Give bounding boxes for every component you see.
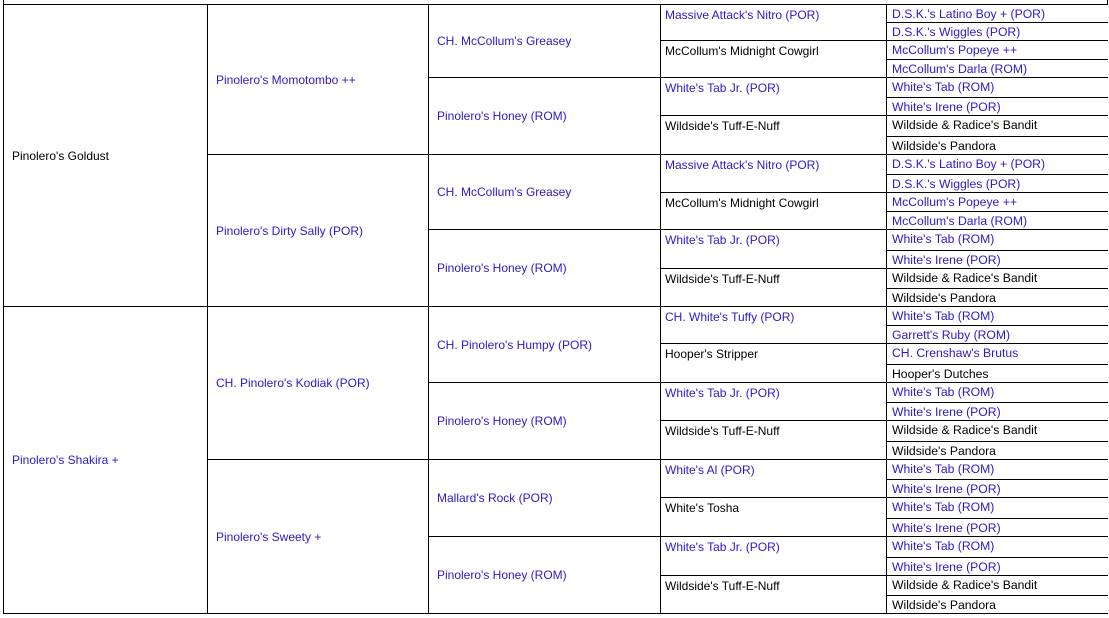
dog-gen4-13-white-s-al-por[interactable]: White's Al (POR) <box>661 460 887 498</box>
dog-gen5-1-d-s-k-s-latino-boy-por[interactable]: D.S.K.'s Latino Boy + (POR) <box>887 5 1108 23</box>
dog-gen5-16-wildside-s-pandora: Wildside's Pandora <box>887 289 1108 307</box>
dog-gen5-14-white-s-irene-por[interactable]: White's Irene (POR) <box>887 251 1108 269</box>
dog-gen3-8-pinolero-s-honey-rom[interactable]: Pinolero's Honey (ROM) <box>429 537 661 614</box>
dog-gen4-6-mccollum-s-midnight-cowgirl: McCollum's Midnight Cowgirl <box>661 193 887 230</box>
dog-gen5-21-white-s-tab-rom[interactable]: White's Tab (ROM) <box>887 383 1108 403</box>
dog-gen4-15-white-s-tab-jr-por[interactable]: White's Tab Jr. (POR) <box>661 537 887 576</box>
dog-gen5-13-white-s-tab-rom[interactable]: White's Tab (ROM) <box>887 230 1108 251</box>
dog-gen5-17-white-s-tab-rom[interactable]: White's Tab (ROM) <box>887 307 1108 326</box>
dog-gen3-5-ch-pinolero-s-humpy-por[interactable]: CH. Pinolero's Humpy (POR) <box>429 307 661 383</box>
dog-gen5-2-d-s-k-s-wiggles-por[interactable]: D.S.K.'s Wiggles (POR) <box>887 23 1108 41</box>
dog-gen5-18-garrett-s-ruby-rom[interactable]: Garrett's Ruby (ROM) <box>887 326 1108 344</box>
dog-gen5-20-hooper-s-dutches: Hooper's Dutches <box>887 365 1108 383</box>
dog-gen5-8-wildside-s-pandora: Wildside's Pandora <box>887 137 1108 155</box>
dog-gen5-27-white-s-tab-rom[interactable]: White's Tab (ROM) <box>887 498 1108 519</box>
dog-gen4-12-wildside-s-tuff-e-nuff: Wildside's Tuff-E-Nuff <box>661 421 887 460</box>
dog-gen1-2-pinolero-s-shakira[interactable]: Pinolero's Shakira + <box>4 307 208 614</box>
dog-gen5-30-white-s-irene-por[interactable]: White's Irene (POR) <box>887 558 1108 576</box>
dog-gen5-15-wildside-radice-s-bandit: Wildside & Radice's Bandit <box>887 269 1108 289</box>
dog-gen5-31-wildside-radice-s-bandit: Wildside & Radice's Bandit <box>887 576 1108 596</box>
dog-gen4-8-wildside-s-tuff-e-nuff: Wildside's Tuff-E-Nuff <box>661 269 887 307</box>
dog-gen4-11-white-s-tab-jr-por[interactable]: White's Tab Jr. (POR) <box>661 383 887 421</box>
dog-gen5-26-white-s-irene-por[interactable]: White's Irene (POR) <box>887 480 1108 498</box>
dog-gen3-4-pinolero-s-honey-rom[interactable]: Pinolero's Honey (ROM) <box>429 230 661 307</box>
dog-gen4-5-massive-attack-s-nitro-por[interactable]: Massive Attack's Nitro (POR) <box>661 155 887 193</box>
dog-gen5-11-mccollum-s-popeye[interactable]: McCollum's Popeye ++ <box>887 193 1108 212</box>
dog-gen4-3-white-s-tab-jr-por[interactable]: White's Tab Jr. (POR) <box>661 78 887 116</box>
dog-gen4-7-white-s-tab-jr-por[interactable]: White's Tab Jr. (POR) <box>661 230 887 269</box>
dog-gen5-19-ch-crenshaw-s-brutus[interactable]: CH. Crenshaw's Brutus <box>887 344 1108 365</box>
dog-gen3-2-pinolero-s-honey-rom[interactable]: Pinolero's Honey (ROM) <box>429 78 661 155</box>
dog-gen4-14-white-s-tosha: White's Tosha <box>661 498 887 537</box>
dog-gen5-6-white-s-irene-por[interactable]: White's Irene (POR) <box>887 98 1108 116</box>
dog-gen2-2-pinolero-s-dirty-sally-por[interactable]: Pinolero's Dirty Sally (POR) <box>208 155 429 307</box>
dog-gen5-3-mccollum-s-popeye[interactable]: McCollum's Popeye ++ <box>887 41 1108 60</box>
dog-gen4-1-massive-attack-s-nitro-por[interactable]: Massive Attack's Nitro (POR) <box>661 5 887 41</box>
dog-gen5-24-wildside-s-pandora: Wildside's Pandora <box>887 442 1108 460</box>
dog-gen2-4-pinolero-s-sweety[interactable]: Pinolero's Sweety + <box>208 460 429 614</box>
dog-gen5-25-white-s-tab-rom[interactable]: White's Tab (ROM) <box>887 460 1108 480</box>
dog-gen5-22-white-s-irene-por[interactable]: White's Irene (POR) <box>887 403 1108 421</box>
table-left-border <box>3 4 4 614</box>
dog-gen5-7-wildside-radice-s-bandit: Wildside & Radice's Bandit <box>887 116 1108 137</box>
dog-gen4-2-mccollum-s-midnight-cowgirl: McCollum's Midnight Cowgirl <box>661 41 887 78</box>
table-top-border <box>3 4 1108 5</box>
dog-gen5-23-wildside-radice-s-bandit: Wildside & Radice's Bandit <box>887 421 1108 442</box>
dog-gen5-12-mccollum-s-darla-rom[interactable]: McCollum's Darla (ROM) <box>887 212 1108 230</box>
dog-gen5-5-white-s-tab-rom[interactable]: White's Tab (ROM) <box>887 78 1108 98</box>
dog-gen5-4-mccollum-s-darla-rom[interactable]: McCollum's Darla (ROM) <box>887 60 1108 78</box>
dog-gen1-1-pinolero-s-goldust: Pinolero's Goldust <box>4 5 208 307</box>
dog-gen3-7-mallard-s-rock-por[interactable]: Mallard's Rock (POR) <box>429 460 661 537</box>
dog-gen4-9-ch-white-s-tuffy-por[interactable]: CH. White's Tuffy (POR) <box>661 307 887 344</box>
dog-gen3-1-ch-mccollum-s-greasey[interactable]: CH. McCollum's Greasey <box>429 5 661 78</box>
dog-gen2-1-pinolero-s-momotombo[interactable]: Pinolero's Momotombo ++ <box>208 5 429 155</box>
dog-gen4-10-hooper-s-stripper: Hooper's Stripper <box>661 344 887 383</box>
dog-gen5-28-white-s-irene-por[interactable]: White's Irene (POR) <box>887 519 1108 537</box>
table-left-stub <box>3 0 4 5</box>
dog-gen5-9-d-s-k-s-latino-boy-por[interactable]: D.S.K.'s Latino Boy + (POR) <box>887 155 1108 175</box>
dog-gen3-3-ch-mccollum-s-greasey[interactable]: CH. McCollum's Greasey <box>429 155 661 230</box>
table-right-border <box>1107 0 1108 5</box>
dog-gen4-4-wildside-s-tuff-e-nuff: Wildside's Tuff-E-Nuff <box>661 116 887 155</box>
dog-gen5-10-d-s-k-s-wiggles-por[interactable]: D.S.K.'s Wiggles (POR) <box>887 175 1108 193</box>
dog-gen4-16-wildside-s-tuff-e-nuff: Wildside's Tuff-E-Nuff <box>661 576 887 614</box>
dog-gen2-3-ch-pinolero-s-kodiak-por[interactable]: CH. Pinolero's Kodiak (POR) <box>208 307 429 460</box>
dog-gen5-32-wildside-s-pandora: Wildside's Pandora <box>887 596 1108 614</box>
dog-gen3-6-pinolero-s-honey-rom[interactable]: Pinolero's Honey (ROM) <box>429 383 661 460</box>
dog-gen5-29-white-s-tab-rom[interactable]: White's Tab (ROM) <box>887 537 1108 558</box>
